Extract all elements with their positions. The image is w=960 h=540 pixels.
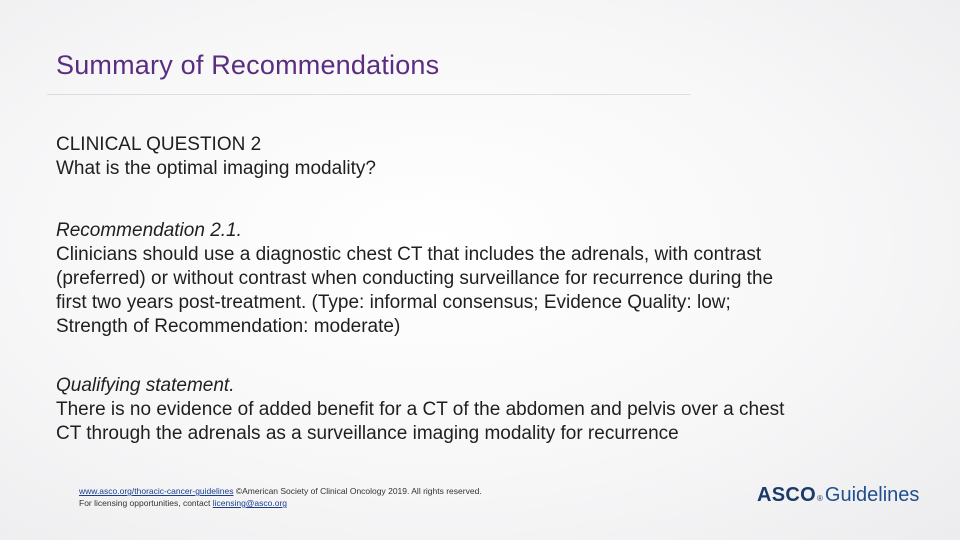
clinical-question-block	[56, 133, 916, 181]
title-divider	[47, 94, 690, 95]
qualifying-statement-line: CT through the adrenals as a surveillance imaging modality for recurrence	[56, 423, 679, 444]
logo-guidelines-text: Guidelines	[824, 484, 920, 506]
licensing-email-link[interactable]: licensing@asco.org	[212, 498, 288, 508]
footer	[79, 485, 482, 509]
recommendation-line: first two years post-treatment. (Type: informal consensus; Evidence Quality: low;	[56, 292, 731, 313]
qualifying-statement-block	[56, 374, 916, 446]
recommendation-block	[56, 219, 916, 339]
recommendation-heading: Recommendation 2.1.	[56, 220, 242, 241]
guidelines-link[interactable]: www.asco.org/thoracic-cancer-guidelines	[79, 486, 234, 496]
logo-asco-text: ASCO	[757, 484, 816, 506]
copyright-text: ©American Society of Clinical Oncology 2019. All rights reserved.	[233, 486, 482, 496]
slide-title: Summary of Recommendations	[56, 50, 440, 80]
clinical-question-heading: CLINICAL QUESTION 2	[56, 134, 262, 155]
recommendation-line: (preferred) or without contrast when conducting surveillance for recurrence during the	[56, 268, 774, 289]
recommendation-line: Clinicians should use a diagnostic chest CT that includes the adrenals, with contrast	[56, 244, 762, 265]
footer-line-1	[79, 485, 482, 497]
asco-guidelines-logo	[757, 484, 919, 510]
recommendation-line: Strength of Recommendation: moderate)	[56, 316, 401, 337]
qualifying-statement-line: There is no evidence of added benefit for a CT of the abdomen and pelvis over a chest	[56, 399, 785, 420]
logo-registered-mark: ®	[816, 494, 823, 503]
footer-line-2	[79, 497, 482, 509]
clinical-question-text: What is the optimal imaging modality?	[56, 158, 376, 179]
licensing-text: For licensing opportunities, contact	[79, 498, 213, 508]
qualifying-statement-heading: Qualifying statement.	[56, 375, 235, 396]
